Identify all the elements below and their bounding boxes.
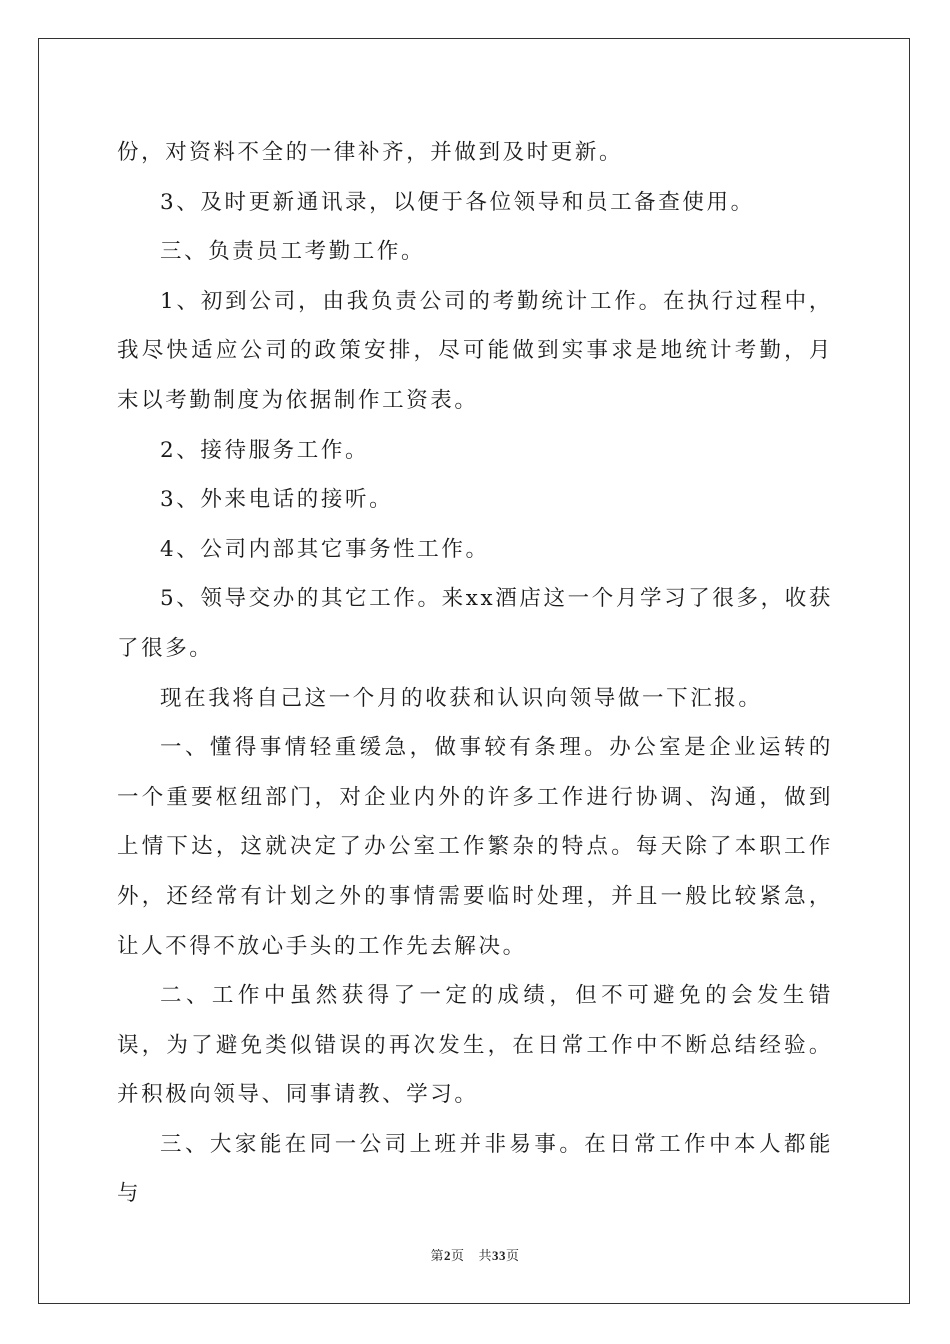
paragraph: 3、及时更新通讯录，以便于各位领导和员工备查使用。 xyxy=(160,189,755,215)
page-number: 2 xyxy=(443,1248,451,1263)
paragraph: 2、接待服务工作。 xyxy=(160,437,370,463)
paragraph: 4、公司内部其它事务性工作。 xyxy=(160,536,490,562)
page-footer xyxy=(0,1245,950,1264)
paragraph: 1、初到公司，由我负责公司的考勤统计工作。在执行过程中，我尽快适应公司的政策安排，尽可能做到实事求是地统计考勤，月末以考勤制度为依据制作工资表。 xyxy=(117,288,833,413)
page-prefix: 第 xyxy=(430,1249,444,1264)
paragraph: 现在我将自己这一个月的收获和认识向领导做一下汇报。 xyxy=(160,685,763,711)
total-pages: 33 xyxy=(492,1248,507,1263)
paragraph: 三、大家能在同一公司上班并非易事。在日常工作中本人都能与 xyxy=(117,1131,833,1207)
total-suffix: 页 xyxy=(506,1249,520,1264)
paragraph: 5、领导交办的其它工作。来xx酒店这一个月学习了很多，收获了很多。 xyxy=(117,586,833,661)
paragraph: 3、外来电话的接听。 xyxy=(160,487,394,513)
document-body xyxy=(117,128,833,1219)
paragraph: 份，对资料不全的一律补齐，并做到及时更新。 xyxy=(117,140,624,165)
paragraph: 二、工作中虽然获得了一定的成绩，但不可避免的会发生错误，为了避免类似错误的再次发生，在日常工作中不断总结经验。并积极向领导、同事请教、学习。 xyxy=(117,983,833,1108)
page-suffix: 页 xyxy=(450,1249,465,1264)
paragraph: 一、懂得事情轻重缓急，做事较有条理。办公室是企业运转的一个重要枢纽部门，对企业内外的许多工作进行协调、沟通，做到上情下达，这就决定了办公室工作繁杂的特点。每天除了本职工作外，还经常有计划之外的事情需要临时处理，并且一般比较紧急，让人不得不放心手头的工作先去解决。 xyxy=(117,735,833,959)
section-heading: 三、负责员工考勤工作。 xyxy=(160,239,426,265)
total-prefix: 共 xyxy=(478,1249,493,1264)
